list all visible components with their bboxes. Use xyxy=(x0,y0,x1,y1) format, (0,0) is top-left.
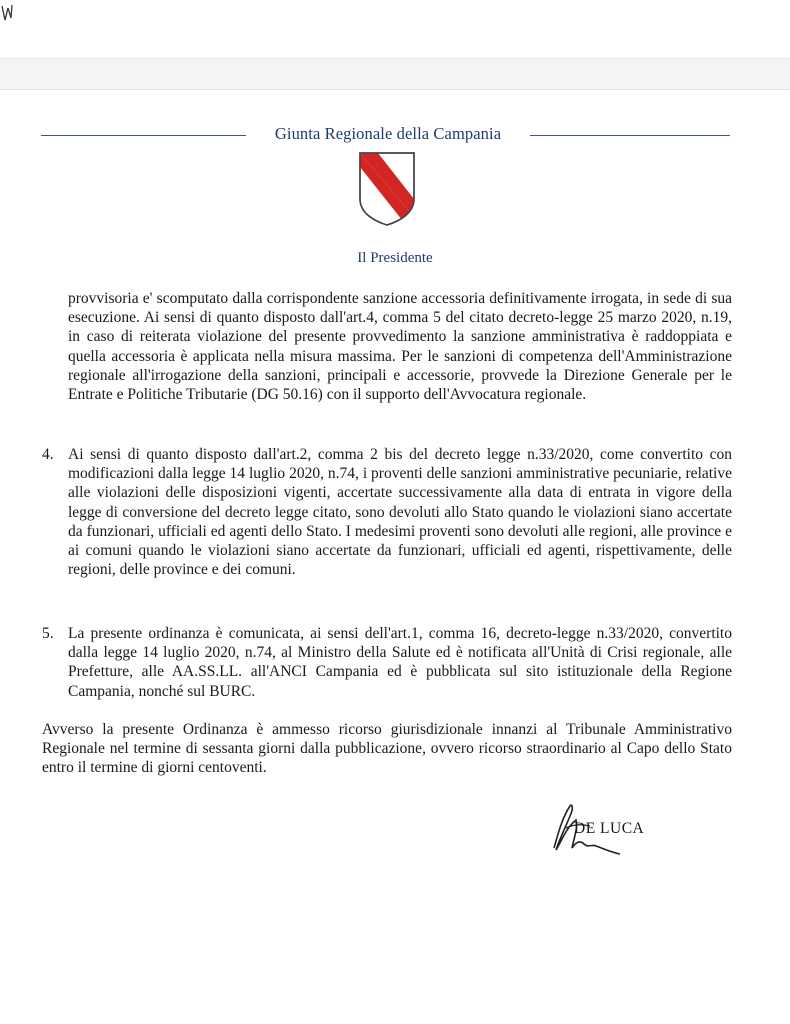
viewer-toolbar xyxy=(0,58,790,90)
corner-scribble-icon xyxy=(0,2,14,24)
header-rule-right xyxy=(530,135,730,136)
closing-paragraph: Avverso la presente Ordinanza è ammesso ricorso giurisdizionale innanzi al Tribunale Amministrativo Regionale nel termine di sessanta giorni dalla pubblicazione, ovvero ricorso straordinario al Capo dello Stato entro il termine di giorni centoventi. xyxy=(42,721,732,777)
list-item-number: 5. xyxy=(42,625,54,642)
list-item-number: 4. xyxy=(42,446,54,463)
paragraph-sanctions: provvisoria e' scomputato dalla corrispondente sanzione accessoria definitivamente irrogata, in sede di sua esecuzione. Ai sensi di quanto disposto dall'art.4, comma 5 del citato decreto-legge 25 marzo 2020, n.19, in caso di reiterata violazione del presente provvedimento la sanzione amministrativa è raddoppiata e quella accessoria è applicata nella misura massima. Per le sanzioni di competenza dell'Amministrazione regionale all'irrogazione della sanzioni, principali e accessorie, provvede la Direzione Generale per le Entrate e Politiche Tributarie (DG 50.16) con il supporto dell'Avvocatura regionale. xyxy=(68,290,732,404)
president-heading: Il Presidente xyxy=(357,250,433,266)
header-rule-left xyxy=(41,135,246,136)
list-item-text: La presente ordinanza è comunicata, ai sensi dell'art.1, comma 16, decreto-legge n.33/2020, convertito dalla legge 14 luglio 2020, n.74, al Ministro della Salute ed è notificata all'Unità di Crisi regionale, alle Prefetture, alle AA.SS.LL. all'ANCI Campania ed è pubblicata sul sito istituzionale della Regione Campania, nonché sul BURC. xyxy=(68,625,732,700)
campania-crest-icon xyxy=(358,151,416,227)
header-title: Giunta Regionale della Campania xyxy=(274,124,502,143)
signature-name: DE LUCA xyxy=(574,820,645,837)
list-item-text: Ai sensi di quanto disposto dall'art.2, comma 2 bis del decreto legge n.33/2020, come convertito con modificazioni dalla legge 14 luglio 2020, n.74, i proventi delle sanzioni amministrative pecuniarie, relative alle violazioni delle disposizioni vigenti, accertate successivamente alla data di entrata in vigore della legge di conversione del decreto legge citato, sono devoluti allo Stato quando le violazioni siano accertate da funzionari, ufficiali ed agenti dello Stato. I medesimi proventi sono devoluti alle regioni, alle province e ai comuni quando le violazioni siano accertate da funzionari, ufficiali ed agenti, rispettivamente, delle regioni, delle province e dei comuni. xyxy=(68,446,732,579)
